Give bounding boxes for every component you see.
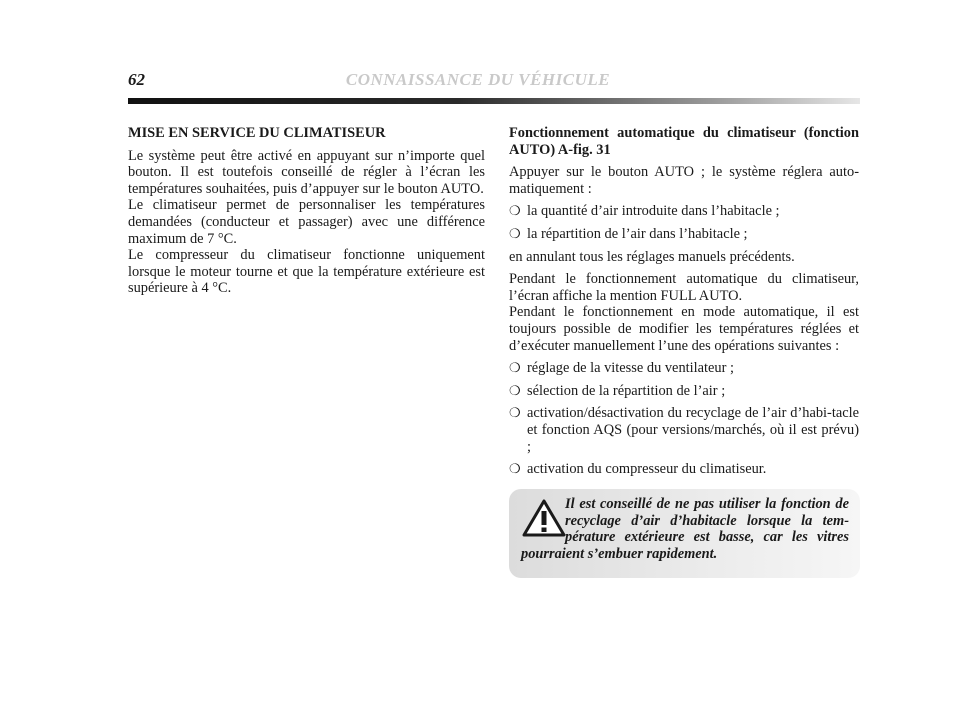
- list-item-text: la quantité d’air introduite dans l’habitacle ;: [527, 203, 780, 220]
- list-item: [509, 461, 859, 478]
- bullet-icon: ❍: [509, 461, 521, 477]
- bullet-list-1: [509, 203, 859, 242]
- bullet-icon: ❍: [509, 382, 521, 398]
- left-column: [128, 125, 485, 297]
- right-column: [509, 125, 859, 484]
- list-item-text: activation du compresseur du climatiseur.: [527, 461, 767, 478]
- list-item-text: réglage de la vitesse du ventilateur ;: [527, 360, 734, 377]
- header-rule: [128, 98, 860, 104]
- list-item-text: la répartition de l’air dans l’habitacle ;: [527, 225, 748, 242]
- bullet-icon: ❍: [509, 203, 521, 219]
- warning-text: Il est conseillé de ne pas utiliser la fonction de recyclage d’air d’habitacle lorsque la tem-pérature extérieure est basse, car les vitres pourraient s’embuer rapidement.: [521, 496, 849, 562]
- bullet-list-2: [509, 360, 859, 478]
- list-item: [509, 203, 859, 220]
- right-after-bullets: en annulant tous les réglages manuels précédents.: [509, 248, 795, 265]
- left-heading: MISE EN SERVICE DU CLIMATISEUR: [128, 125, 386, 141]
- list-item: [509, 360, 859, 377]
- section-title: CONNAISSANCE DU VÉHICULE: [345, 70, 611, 89]
- left-paragraph-1: Le système peut être activé en appuyant sur n’importe quel bouton. Il est toutefois conseillé de régler à l’écran les températures souhaitées, puis d’appuyer sur le bouton AUTO.: [128, 147, 485, 197]
- bullet-icon: ❍: [509, 225, 521, 241]
- right-heading: Fonctionnement automatique du climatiseur (fonction AUTO) A-fig. 31: [509, 125, 859, 158]
- warning-text-block: [521, 496, 849, 562]
- page-number: 62: [128, 70, 145, 89]
- page-header: [128, 70, 862, 90]
- right-paragraph-3: Pendant le fonctionnement en mode automatique, il est toujours possible de modifier les températures réglées et d’exécuter manuellement l’une des opérations suivantes :: [509, 304, 859, 354]
- bullet-icon: ❍: [509, 405, 521, 421]
- bullet-icon: ❍: [509, 360, 521, 376]
- right-paragraph-2: Pendant le fonctionnement automatique du climatiseur, l’écran affiche la mention FULL AUTO.: [509, 271, 859, 304]
- list-item: [509, 405, 859, 455]
- left-paragraph-2: Le climatiseur permet de personnaliser les températures demandées (conducteur et passager) avec une différence maximum de 7 °C.: [128, 197, 485, 247]
- list-item: [509, 226, 859, 243]
- left-paragraph-3: Le compresseur du climatiseur fonctionne uniquement lorsque le moteur tourne et que la température extérieure est supérieure à 4 °C.: [128, 247, 485, 297]
- list-item-text: activation/désactivation du recyclage de l’air d’habi-tacle et fonction AQS (pour versions/marchés, où il est prévu) ;: [527, 405, 859, 455]
- right-intro: Appuyer sur le bouton AUTO ; le système réglera auto-matiquement :: [509, 164, 859, 197]
- warning-box: [509, 489, 860, 578]
- list-item: [509, 383, 859, 400]
- list-item-text: sélection de la répartition de l’air ;: [527, 382, 726, 399]
